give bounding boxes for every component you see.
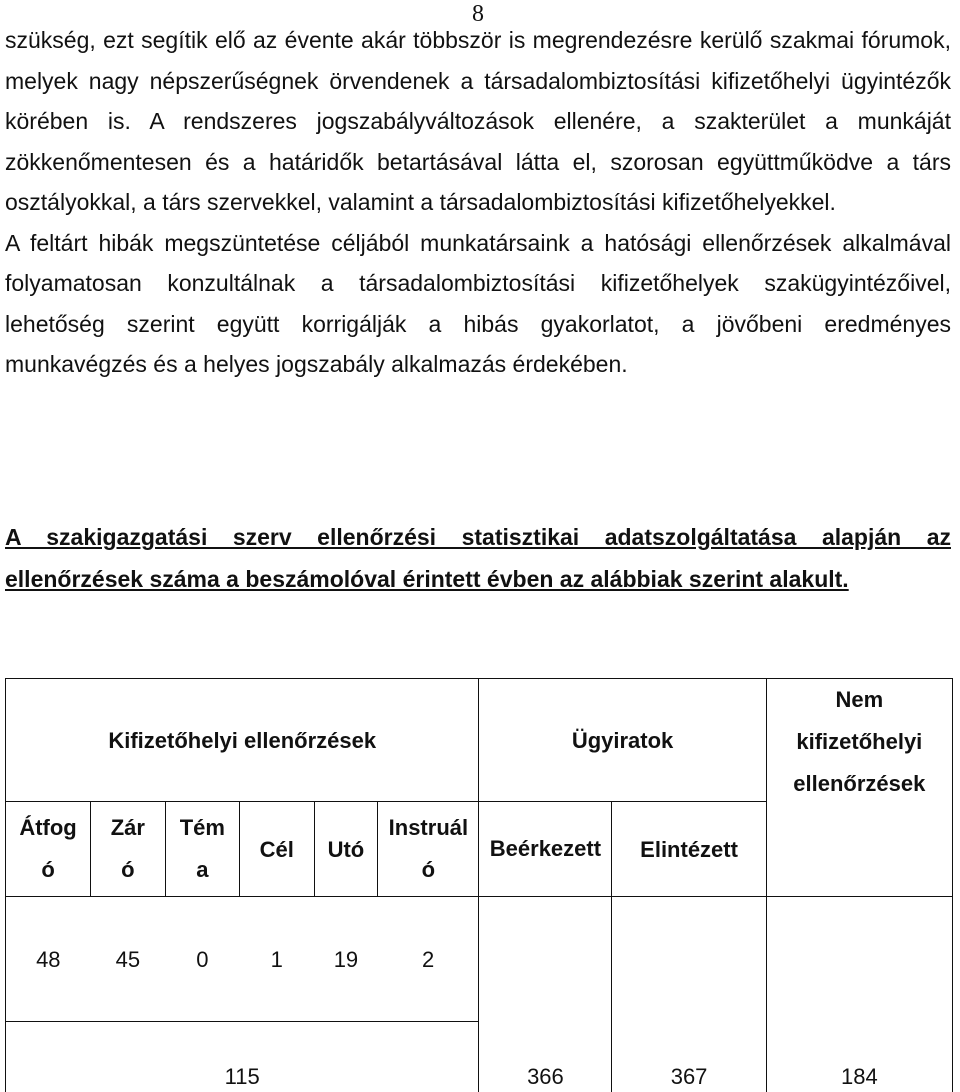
value-uto: 19	[314, 897, 378, 1022]
value-nem-kifizetohelyi: 184	[766, 897, 952, 1092]
header-kifizetohelyi-ellenorzesek: Kifizetőhelyi ellenőrzések	[6, 679, 479, 802]
column-header-instrualo: Instruáló	[378, 802, 479, 897]
value-instrualo: 2	[378, 897, 479, 1022]
paragraph-2: A feltárt hibák megszüntetése céljából munkatársaink a hatósági ellenőrzések alkalmával folyamatosan konzultálnak a társadalombiztosítási kifizetőhelyek szakügyintézőivel, lehetőség szerint együtt korrigálják a hibás gyakorlatot, a jövőbeni eredményes munkavégzés és a helyes jogszabály alkalmazás érdekében.	[5, 229, 951, 377]
column-header-elintezett: Elintézett	[612, 802, 766, 897]
value-kifizetohelyi-total: 115	[6, 1022, 479, 1092]
column-header-beerkezett: Beérkezett	[479, 802, 612, 897]
section-heading: A szakigazgatási szerv ellenőrzési statisztikai adatszolgáltatása alapján az ellenőrzések száma a beszámolóval érintett évben az alábbiak szerint alakult.	[5, 524, 951, 592]
value-cel: 1	[240, 897, 314, 1022]
value-tema: 0	[165, 897, 239, 1022]
column-header-atfogo: Átfogó	[6, 802, 91, 897]
column-header-zaro: Záró	[91, 802, 165, 897]
value-atfogo: 48	[6, 897, 91, 1022]
header-ugyiratok: Ügyiratok	[479, 679, 766, 802]
inspection-stats-table	[5, 678, 953, 1092]
column-header-tema: Téma	[165, 802, 239, 897]
body-text	[5, 20, 951, 385]
header-nem-kifizetohelyi-ellenorzesek: Nem kifizetőhelyi ellenőrzések	[766, 679, 952, 897]
value-beerkezett: 366	[479, 897, 612, 1092]
value-elintezett: 367	[612, 897, 766, 1092]
value-zaro: 45	[91, 897, 165, 1022]
column-header-cel: Cél	[240, 802, 314, 897]
page-number: 8	[472, 1, 484, 27]
paragraph-1: szükség, ezt segítik elő az évente akár többször is megrendezésre kerülő szakmai fórumok, melyek nagy népszerűségnek örvendenek a társadalombiztosítási kifizetőhelyi ügyintézők körében is. A rendszeres jogszabályváltozások ellenére, a szakterület a munkáját zökkenőmentesen és a határidők betartásával látta el, szorosan együttműködve a társ osztályokkal, a társ szervekkel, valamint a társadalombiztosítási kifizetőhelyekkel.	[5, 27, 951, 215]
column-header-uto: Utó	[314, 802, 378, 897]
